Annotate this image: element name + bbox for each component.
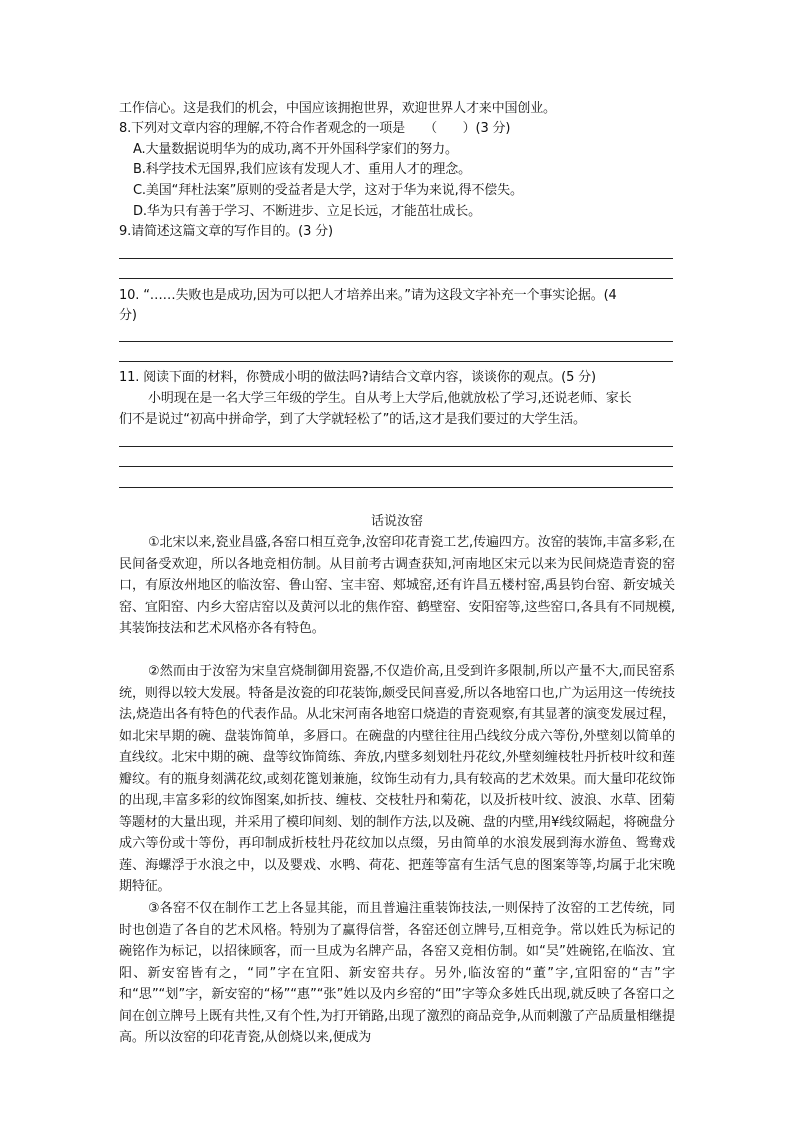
answer-line [119,361,673,362]
answer-line [119,278,673,279]
question-11: 11. 阅读下面的材料，你赞成小明的做法吗?请结合文章内容，谈谈你的观点。(5 分) [119,370,596,385]
question-10: 10. “……失败也是成功,因为可以把人才培养出来。”请为这段文字补充一个事实论据。(4 [119,288,617,303]
option-d: D.华为只有善于学习、不断进步、立足长远，才能茁壮成长。 [133,204,481,219]
option-a: A.大量数据说明华为的成功,离不开外国科学家们的努力。 [133,142,458,157]
material-line-1: 小明现在是一名大学三年级的学生。自从考上大学后,他就放松了学习,还说老师、家长 [148,391,632,406]
article-title: 话说汝窑 [370,514,423,529]
option-b: B.科学技术无国界,我们应该有发现人才、重用人才的理念。 [133,162,471,177]
question-8: 8.下列对文章内容的理解,不符合作者观念的一项是 （ ）(3 分) [119,121,511,136]
answer-line [119,446,673,447]
answer-line [119,487,673,488]
paragraph-1: ①北宋以来,瓷业昌盛,各窑口相互竞争,汝窑印花青瓷工艺,传遍四方。汝窑的装饰,丰富多彩,在民间备受欢迎，所以各地竞相仿制。从目前考古调查获知,河南地区宋元以来为民间烧造青瓷的窑口，有原汝州地区的临汝窑、鲁山窑、宝丰窑、郏城窑,还有许昌五楼村窑,禹县钧台窑、新安城关窑、宜阳窑、内乡大窑店窑以及黄河以北的焦作窑、鹤壁窑、安阳窑等,这些窑口,各具有不同规模,其装饰技法和艺术风格亦各有特色。 [119,535,675,636]
answer-line [119,466,673,467]
continuation-line: 工作信心。这是我们的机会，中国应该拥抱世界，欢迎世界人才来中国创业。 [119,101,556,116]
question-9: 9.请简述这篇文章的写作目的。(3 分) [119,224,333,239]
paragraph-3: ③各窑不仅在制作工艺上各显其能，而且普遍注重装饰技法,一则保持了汝窑的工艺传统，同时也创造了各自的艺术风格。特别为了赢得信誉，各窑还创立牌号,互相竞争。常以姓氏为标记的碗铭作为标记，以招徕顾客，而一旦成为名牌产品，各窑又竞相仿制。如“吴”姓碗铭,在临汝、宜阳、新安窑皆有之，“同”字在宜阳、新安窑共存。另外,临汝窑的“董”字,宜阳窑的“吉”字和“思”“划”字，新安窑的“杨”“惠”“张”姓以及内乡窑的“田”字等众多姓氏出现,就反映了各窑口之间在创立牌号上既有共性,又有个性,为打开销路,出现了激烈的商品竞争,从而刺激了产品质量相继提高。所以汝窑的印花青瓷,从创烧以来,便成为 [119,901,675,1045]
answer-line [119,258,673,259]
option-c: C.美国“拜杜法案”原则的受益者是大学，这对于华为来说,得不偿失。 [133,183,523,198]
material-line-2: 们不是说过“初高中拼命学，到了大学就轻松了”的话,这才是我们要过的大学生活。 [119,412,586,427]
paragraph-2: ②然而由于汝窑为宋皇宫烧制御用瓷器,不仅造价高,且受到许多限制,所以产量不大,而民窑系统，则得以较大发展。特备是汝瓷的印花装饰,颇受民间喜爱,所以各地窑口也,广为运用这一传统技法,烧造出各有特色的代表作品。从北宋河南各地窑口烧造的青瓷观察,有其显著的演变发展过程，如北宋早期的碗、盘装饰简单，多唇口。在碗盘的内壁往往用凸线纹分成六等份,外壁刻以简单的直线纹。北宋中期的碗、盘等纹饰简练、奔放,内壁多刻划牡丹花纹,外壁刻缠枝牡丹折枝叶纹和莲瓣纹。有的瓶身刻满花纹,或刻花篦划兼施，纹饰生动有力,具有较高的艺术效果。而大量印花纹饰的出现,丰富多彩的纹饰图案,如折技、缠枝、交枝牡丹和菊花，以及折枝叶纹、波浪、水草、团菊等题材的大量出现，并采用了模印间刻、划的制作方法,以及碗、盘的内壁,用¥线纹隔起，将碗盘分成六等份或十等份，再印制成折枝牡丹花纹加以点缀，另由简单的水浪发展到海水游鱼、鸳鸯戏莲、海螺浮于水浪之中，以及婴戏、水鸭、荷花、把莲等富有生活气息的图案等等,均属于北宋晚期特征。 [119,664,675,894]
answer-line [119,341,673,342]
question-10-cont: 分) [119,308,137,323]
